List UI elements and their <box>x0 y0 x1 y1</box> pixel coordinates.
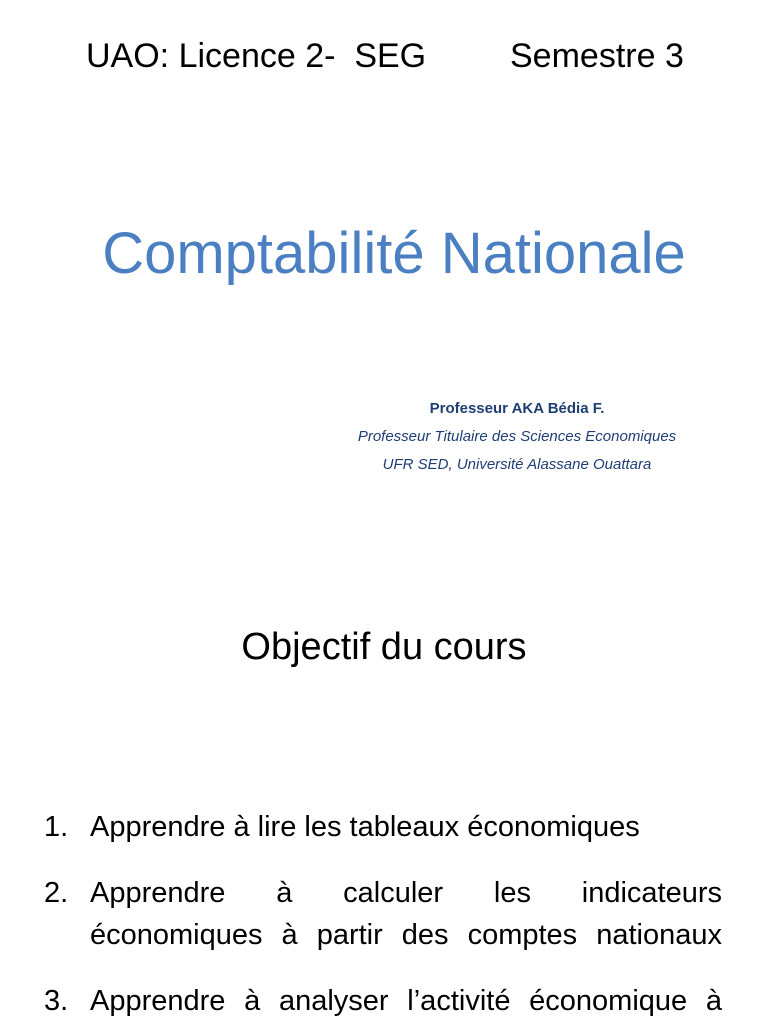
document-title: Comptabilité Nationale <box>102 221 686 286</box>
semester-label: Semestre 3 <box>510 37 684 75</box>
list-item-text-continued: économiques à partir des comptes nationaux <box>90 919 722 951</box>
author-position: Professeur Titulaire des Sciences Economiques <box>357 428 677 445</box>
author-block <box>312 398 722 476</box>
list-item <box>44 806 722 848</box>
author-affiliation: UFR SED, Université Alassane Ouattara <box>382 456 652 473</box>
list-item <box>44 980 722 1022</box>
course-header: UAO: Licence 2- SEG <box>86 37 427 75</box>
list-item-text: Apprendre à analyser l’activité économique à <box>90 985 722 1017</box>
list-number: 2. <box>44 877 69 909</box>
list-item <box>44 872 722 956</box>
list-item-text: Apprendre à calculer les indicateurs <box>90 877 722 909</box>
author-name: Professeur AKA Bédia F. <box>429 400 605 417</box>
list-number: 3. <box>44 985 69 1017</box>
section-title: Objectif du cours <box>241 626 527 668</box>
list-item-text: Apprendre à lire les tableaux économiques <box>90 811 640 843</box>
list-number: 1. <box>44 811 69 843</box>
